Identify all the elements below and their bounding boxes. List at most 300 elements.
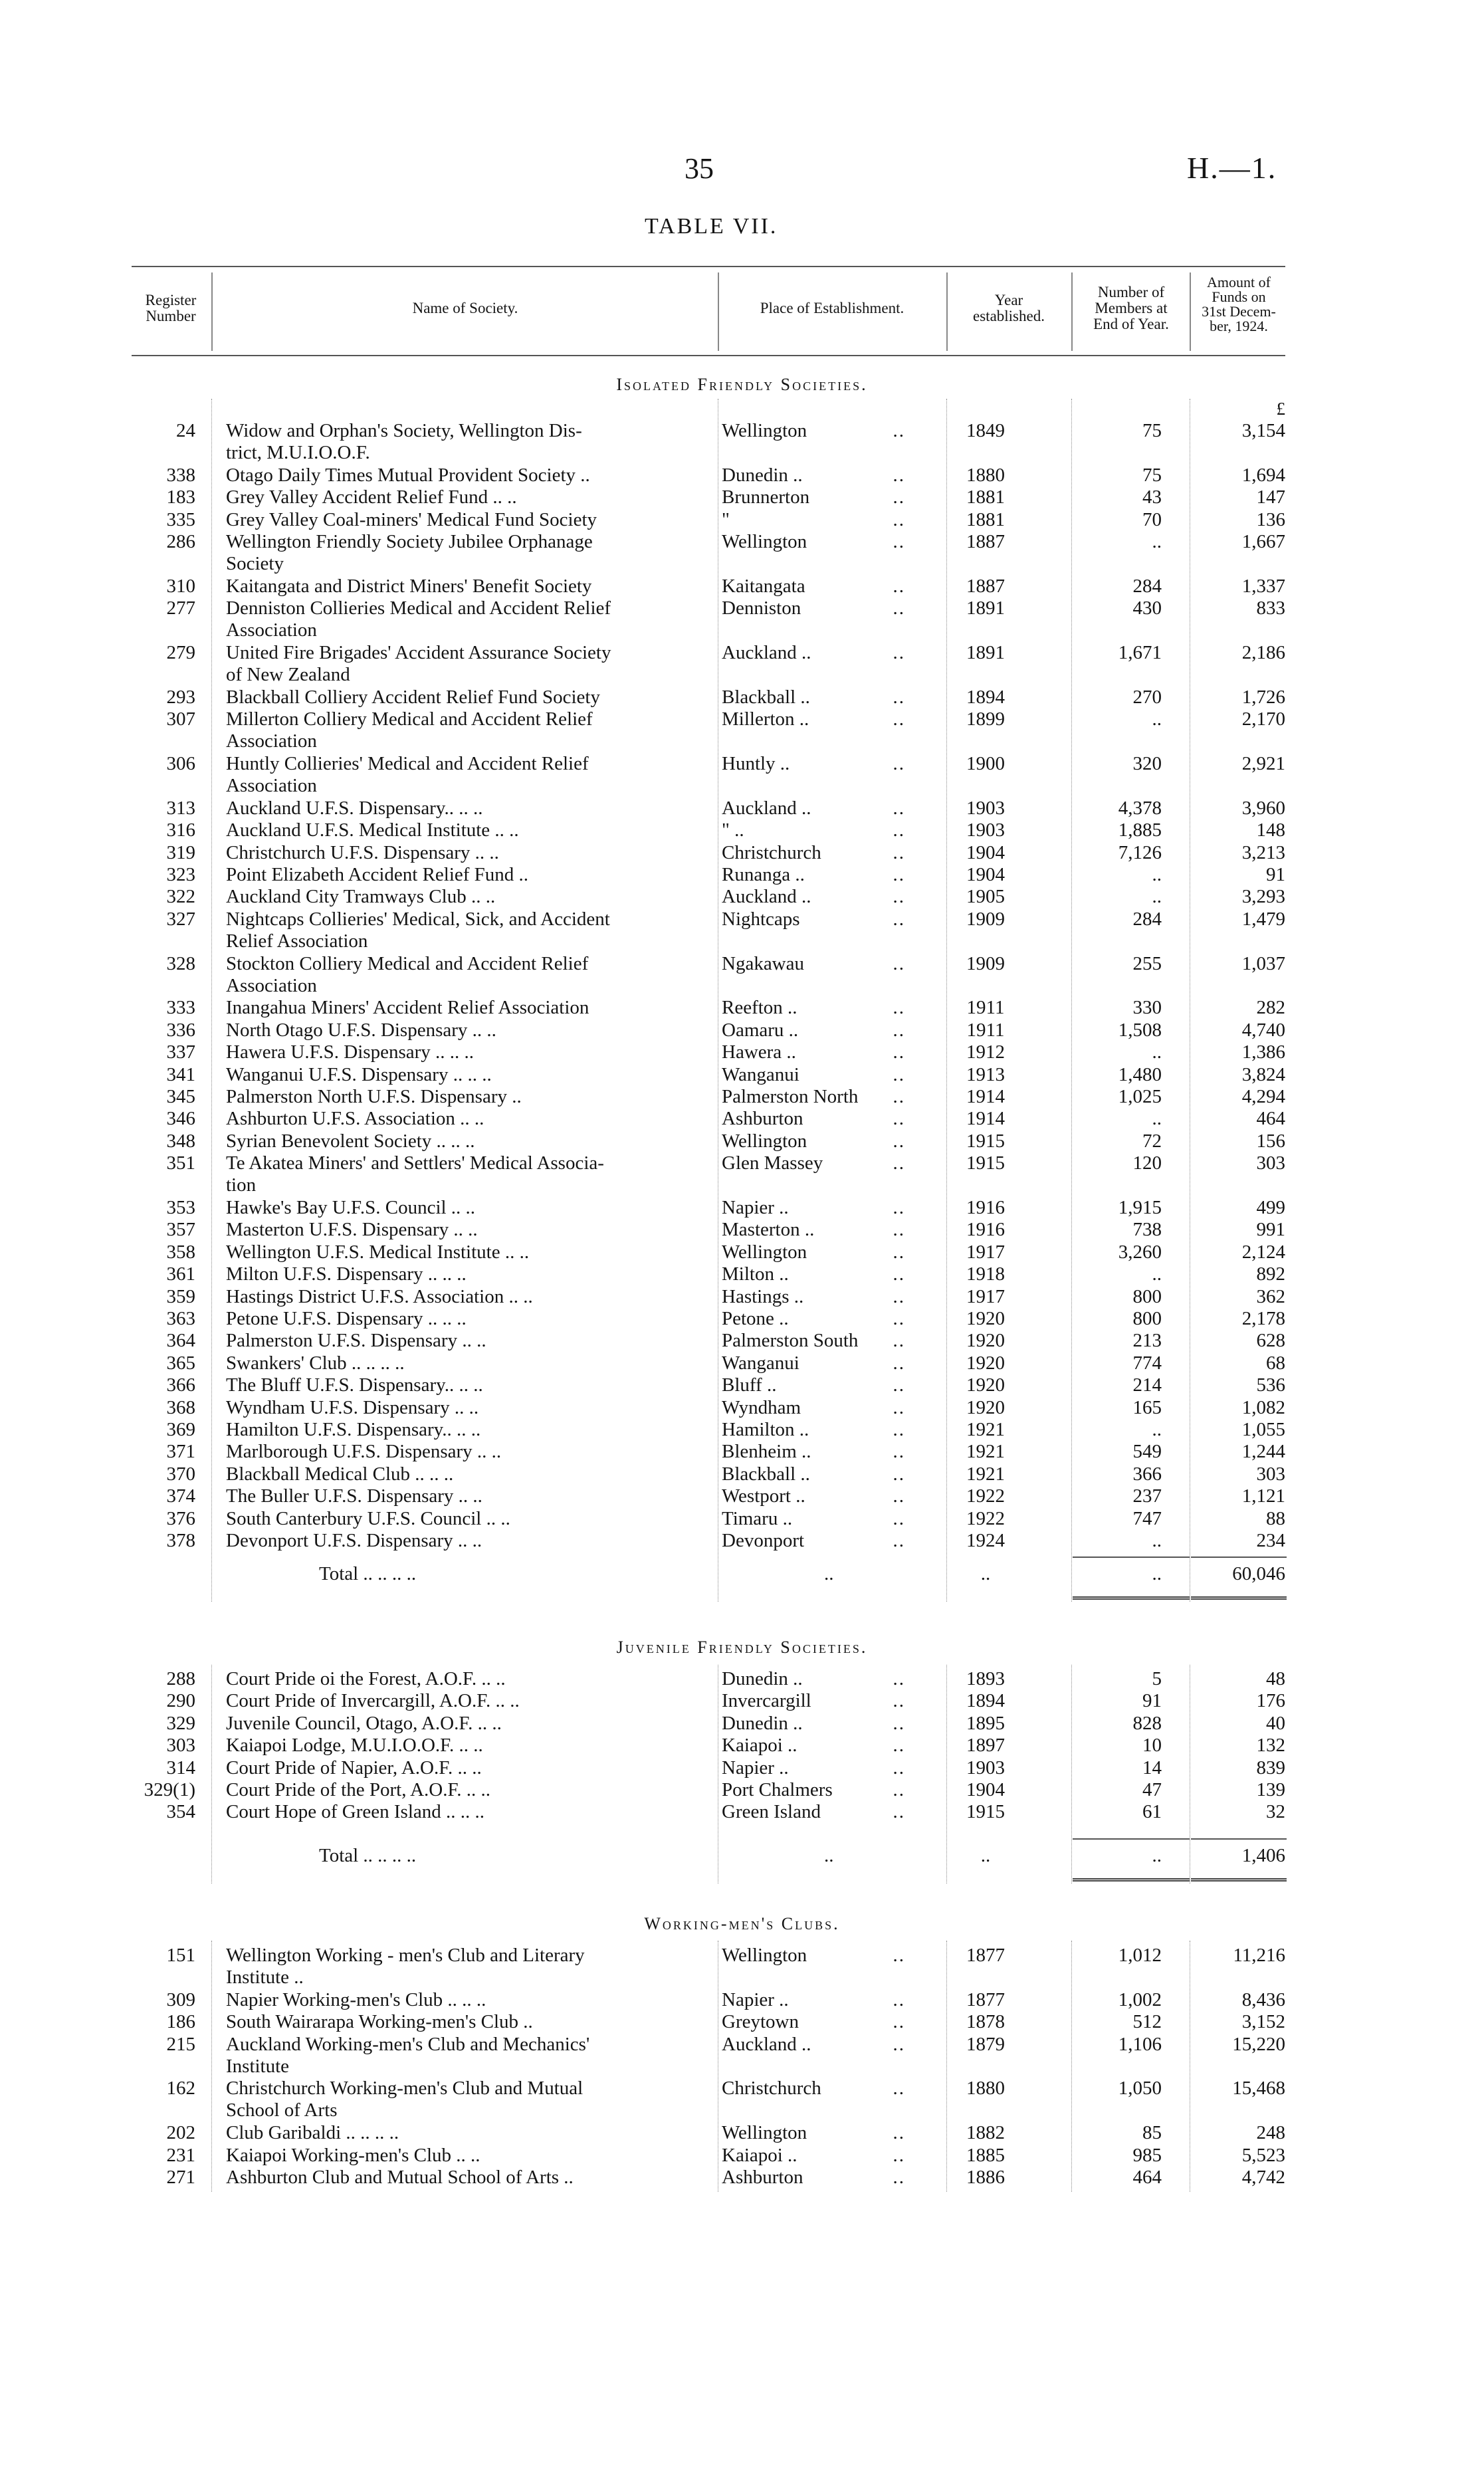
place-name: Wellington	[722, 1241, 807, 1263]
society-name-line: Institute	[226, 2055, 290, 2077]
leader-dots: ..	[893, 420, 905, 441]
society-name	[226, 597, 698, 641]
society-name-line: Milton U.F.S. Dispensary .. .. ..	[226, 1263, 467, 1285]
register-number: 335	[166, 508, 195, 530]
funds-amount: 839	[1256, 1757, 1285, 1778]
year-established: 1915	[966, 1152, 1005, 1174]
table-row	[0, 1690, 1484, 1712]
register-number: 323	[166, 864, 195, 885]
year-established: 1909	[966, 952, 1005, 974]
year-established: 1885	[966, 2144, 1005, 2166]
table-row	[0, 1352, 1484, 1374]
year-established: 1912	[966, 1041, 1005, 1063]
society-name-line: Hamilton U.F.S. Dispensary.. .. ..	[226, 1419, 481, 1440]
members-count: 800	[1132, 1285, 1162, 1307]
society-name	[226, 909, 698, 952]
members-count: 270	[1132, 686, 1162, 708]
society-name	[226, 997, 698, 1019]
leader-dots: ..	[893, 531, 905, 552]
register-number: 307	[166, 708, 195, 730]
place-of-establishment	[722, 909, 905, 930]
place-of-establishment	[722, 2167, 905, 2189]
table-row	[0, 2122, 1484, 2144]
leader-dots: ..	[893, 1063, 905, 1085]
year-established: 1920	[966, 1396, 1005, 1418]
members-count: 43	[1142, 486, 1162, 508]
year-established: 1913	[966, 1063, 1005, 1085]
header-divider	[211, 272, 213, 351]
header-register: Register Number	[145, 292, 197, 324]
total-place: ..	[824, 1845, 834, 1866]
funds-amount: 15,468	[1232, 2078, 1285, 2099]
society-name	[226, 687, 698, 708]
leader-dots: ..	[893, 508, 905, 530]
society-name	[226, 1779, 698, 1801]
members-count: 1,480	[1118, 1063, 1162, 1085]
table-row	[0, 1197, 1484, 1219]
place-name: Ashburton	[722, 1108, 803, 1130]
year-established: 1917	[966, 1241, 1005, 1263]
place-of-establishment	[722, 1263, 905, 1285]
leader-dots: ..	[893, 486, 905, 508]
place-name: Ashburton	[722, 2167, 803, 2188]
table-row	[0, 2078, 1484, 2121]
funds-amount: 303	[1256, 1152, 1285, 1174]
members-count: 738	[1132, 1219, 1162, 1241]
society-name	[226, 1330, 698, 1352]
members-count: 366	[1132, 1463, 1162, 1485]
society-name	[226, 1801, 698, 1823]
register-number: 215	[166, 2033, 195, 2055]
year-established: 1880	[966, 464, 1005, 486]
table-row	[0, 1219, 1484, 1241]
society-name-line: Court Pride of Invercargill, A.O.F. .. ..	[226, 1690, 520, 1712]
society-name-line: Marlborough U.F.S. Dispensary .. ..	[226, 1441, 502, 1463]
table-row	[0, 1064, 1484, 1086]
place-of-establishment	[722, 1397, 905, 1419]
society-name-line: Huntly Collieries' Medical and Accident Relief	[226, 753, 589, 774]
place-name: Hastings ..	[722, 1285, 804, 1307]
leader-dots: ..	[893, 1352, 905, 1374]
year-established: 1877	[966, 1989, 1005, 2010]
society-name-line: Auckland City Tramways Club .. ..	[226, 886, 496, 908]
year-established: 1914	[966, 1108, 1005, 1130]
leader-dots: ..	[893, 1285, 905, 1307]
society-name	[226, 1463, 698, 1485]
register-number: 303	[166, 1735, 195, 1757]
society-name-line: Napier Working-men's Club .. .. ..	[226, 1989, 486, 2010]
leader-dots: ..	[893, 864, 905, 885]
year-established: 1891	[966, 597, 1005, 619]
place-of-establishment	[722, 997, 905, 1019]
register-number: 366	[166, 1374, 195, 1396]
place-name: Green Island	[722, 1801, 821, 1823]
place-name: Kaiapoi ..	[722, 1735, 797, 1757]
year-established: 1886	[966, 2167, 1005, 2188]
members-count: 1,885	[1118, 819, 1162, 841]
register-number: 363	[166, 1308, 195, 1329]
leader-dots: ..	[893, 1530, 905, 1551]
register-number: 348	[166, 1130, 195, 1152]
society-name	[226, 1485, 698, 1507]
society-name	[226, 864, 698, 886]
register-number: 370	[166, 1463, 195, 1485]
society-name-line: Grey Valley Accident Relief Fund .. ..	[226, 486, 517, 508]
place-of-establishment	[722, 819, 905, 841]
funds-amount: 4,742	[1241, 2167, 1285, 2188]
year-established: 1903	[966, 797, 1005, 819]
society-name-line: The Bluff U.F.S. Dispensary.. .. ..	[226, 1374, 483, 1396]
society-name-line: Relief Association	[226, 930, 368, 952]
register-number: 364	[166, 1330, 195, 1352]
leader-dots: ..	[893, 1241, 905, 1263]
register-number: 293	[166, 686, 195, 708]
place-of-establishment	[722, 1779, 905, 1801]
place-of-establishment	[722, 1330, 905, 1352]
currency-symbol: £	[1276, 399, 1285, 419]
table-row	[0, 1463, 1484, 1485]
members-count: 1,915	[1118, 1197, 1162, 1218]
funds-amount: 132	[1256, 1735, 1285, 1757]
place-of-establishment	[722, 1152, 905, 1174]
register-number: 277	[166, 597, 195, 619]
society-name	[226, 1286, 698, 1308]
place-of-establishment	[722, 1668, 905, 1690]
members-count: 985	[1132, 2144, 1162, 2166]
place-of-establishment	[722, 886, 905, 908]
header-funds: Amount of Funds on 31st Decem- ber, 1924.	[1202, 274, 1276, 334]
year-established: 1922	[966, 1485, 1005, 1507]
funds-amount: 362	[1256, 1285, 1285, 1307]
leader-dots: ..	[893, 1019, 905, 1041]
register-number: 378	[166, 1530, 195, 1551]
place-name: Auckland ..	[722, 2033, 811, 2055]
place-of-establishment	[722, 1219, 905, 1241]
place-of-establishment	[722, 642, 905, 664]
register-number: 358	[166, 1241, 195, 1263]
table-row	[0, 953, 1484, 997]
society-name	[226, 486, 698, 508]
place-of-establishment	[722, 1463, 905, 1485]
year-established: 1887	[966, 531, 1005, 552]
society-name-line: Palmerston U.F.S. Dispensary .. ..	[226, 1330, 486, 1352]
funds-amount: 136	[1256, 508, 1285, 530]
leader-dots: ..	[893, 1130, 905, 1152]
funds-amount: 536	[1256, 1374, 1285, 1396]
society-name-line: trict, M.U.I.O.O.F.	[226, 442, 370, 463]
members-count: 1,106	[1118, 2033, 1162, 2055]
members-count: 1,012	[1118, 1945, 1162, 1966]
year-established: 1879	[966, 2033, 1005, 2055]
society-name	[226, 1108, 698, 1130]
register-number: 202	[166, 2122, 195, 2144]
place-of-establishment	[722, 1801, 905, 1823]
funds-amount: 48	[1266, 1668, 1285, 1689]
members-count: 85	[1142, 2122, 1162, 2144]
header-members: Number of Members at End of Year.	[1093, 284, 1169, 332]
members-count: 512	[1132, 2011, 1162, 2033]
members-count: 7,126	[1118, 841, 1162, 863]
members-count: ..	[1152, 1108, 1162, 1130]
place-of-establishment	[722, 1441, 905, 1463]
society-name-line: Blackball Colliery Accident Relief Fund Society	[226, 686, 600, 708]
funds-amount: 1,694	[1241, 464, 1285, 486]
place-name: Glen Massey	[722, 1152, 823, 1174]
year-established: 1918	[966, 1263, 1005, 1285]
year-established: 1920	[966, 1352, 1005, 1374]
register-number: 374	[166, 1485, 195, 1507]
section-title-isolated: Isolated Friendly Societies.	[616, 375, 868, 394]
year-established: 1917	[966, 1285, 1005, 1307]
society-name-line: Ashburton U.F.S. Association .. ..	[226, 1108, 484, 1130]
society-name-line: Institute ..	[226, 1967, 304, 1988]
society-name	[226, 1530, 698, 1552]
place-of-establishment	[722, 1989, 905, 2011]
place-of-establishment	[722, 597, 905, 619]
place-name: Wyndham	[722, 1396, 801, 1418]
year-established: 1904	[966, 864, 1005, 885]
place-of-establishment	[722, 687, 905, 708]
members-count: 214	[1132, 1374, 1162, 1396]
society-name-line: Hawke's Bay U.F.S. Council .. ..	[226, 1197, 476, 1218]
place-of-establishment	[722, 1130, 905, 1152]
place-of-establishment	[722, 842, 905, 864]
funds-amount: 91	[1266, 864, 1285, 885]
document-reference: H.—1.	[1187, 151, 1277, 185]
society-name-line: Kaiapoi Lodge, M.U.I.O.O.F. .. ..	[226, 1735, 483, 1757]
place-name: Wellington	[722, 1130, 807, 1152]
table-row	[0, 1757, 1484, 1779]
table-row	[0, 997, 1484, 1019]
table-row	[0, 798, 1484, 819]
total-double-rule	[1191, 1596, 1287, 1600]
society-name	[226, 2145, 698, 2167]
year-established: 1920	[966, 1330, 1005, 1352]
register-number: 186	[166, 2011, 195, 2033]
register-number: 353	[166, 1197, 195, 1218]
society-name	[226, 1713, 698, 1735]
place-name: Auckland ..	[722, 797, 811, 819]
leader-dots: ..	[893, 708, 905, 730]
funds-amount: 3,154	[1241, 420, 1285, 441]
table-row	[0, 1668, 1484, 1690]
register-number: 309	[166, 1989, 195, 2010]
society-name-line: Christchurch U.F.S. Dispensary .. ..	[226, 841, 499, 863]
society-name-line: Club Garibaldi .. .. .. ..	[226, 2122, 399, 2144]
society-name	[226, 1690, 698, 1712]
place-of-establishment	[722, 1020, 905, 1041]
year-established: 1893	[966, 1668, 1005, 1689]
register-number: 357	[166, 1219, 195, 1241]
year-established: 1849	[966, 420, 1005, 441]
table-row	[0, 1086, 1484, 1108]
society-name-line: Kaitangata and District Miners' Benefit Society	[226, 575, 592, 597]
members-count: 3,260	[1118, 1241, 1162, 1263]
total-members: ..	[1152, 1563, 1162, 1584]
place-name: Napier ..	[722, 1757, 789, 1778]
society-name-line: of New Zealand	[226, 664, 350, 685]
society-name	[226, 2034, 698, 2078]
header-name: Name of Society.	[412, 300, 518, 316]
place-of-establishment	[722, 531, 905, 553]
funds-amount: 5,523	[1241, 2144, 1285, 2166]
header-top-rule	[132, 266, 1285, 267]
members-count: 747	[1132, 1507, 1162, 1529]
funds-amount: 1,037	[1241, 952, 1285, 974]
year-established: 1881	[966, 508, 1005, 530]
society-name-line: Court Pride oi the Forest, A.O.F. .. ..	[226, 1668, 506, 1689]
society-name-line: Hastings District U.F.S. Association .. ..	[226, 1285, 533, 1307]
table-row	[0, 531, 1484, 575]
leader-dots: ..	[893, 841, 905, 863]
table-row	[0, 1130, 1484, 1152]
society-name-line: Syrian Benevolent Society .. .. ..	[226, 1130, 475, 1152]
table-row	[0, 2145, 1484, 2167]
leader-dots: ..	[893, 1419, 905, 1440]
place-of-establishment	[722, 1690, 905, 1712]
table-row	[0, 1241, 1484, 1263]
register-number: 231	[166, 2144, 195, 2166]
members-count: 213	[1132, 1330, 1162, 1352]
funds-amount: 40	[1266, 1712, 1285, 1734]
place-of-establishment	[722, 1508, 905, 1530]
society-name-line: Masterton U.F.S. Dispensary .. ..	[226, 1219, 478, 1241]
society-name-line: School of Arts	[226, 2099, 338, 2121]
society-name	[226, 886, 698, 908]
total-label: Total .. .. .. ..	[319, 1845, 417, 1866]
register-number: 345	[166, 1086, 195, 1107]
society-name-line: Blackball Medical Club .. .. ..	[226, 1463, 454, 1485]
society-name-line: Society	[226, 553, 284, 574]
place-of-establishment	[722, 420, 905, 442]
place-of-establishment	[722, 2011, 905, 2033]
place-name: Hawera ..	[722, 1041, 796, 1063]
members-count: ..	[1152, 886, 1162, 908]
register-number: 333	[166, 997, 195, 1019]
leader-dots: ..	[893, 1086, 905, 1107]
funds-amount: 68	[1266, 1352, 1285, 1374]
register-number: 346	[166, 1108, 195, 1130]
register-number: 369	[166, 1419, 195, 1440]
place-name: Dunedin ..	[722, 1668, 803, 1689]
leader-dots: ..	[893, 1041, 905, 1063]
society-name	[226, 1064, 698, 1086]
society-name-line: Court Pride of the Port, A.O.F. .. ..	[226, 1779, 491, 1800]
funds-amount: 248	[1256, 2122, 1285, 2144]
place-of-establishment	[722, 708, 905, 730]
members-count: 120	[1132, 1152, 1162, 1174]
year-established: 1877	[966, 1945, 1005, 1966]
table-row	[0, 465, 1484, 486]
society-name-line: Hawera U.F.S. Dispensary .. .. ..	[226, 1041, 475, 1063]
year-established: 1880	[966, 2078, 1005, 2099]
table-row	[0, 642, 1484, 686]
society-name	[226, 1397, 698, 1419]
total-place: ..	[824, 1563, 834, 1584]
place-of-establishment	[722, 2034, 905, 2056]
year-established: 1881	[966, 486, 1005, 508]
members-count: 464	[1132, 2167, 1162, 2188]
year-established: 1903	[966, 819, 1005, 841]
register-number: 162	[166, 2078, 195, 2099]
leader-dots: ..	[893, 1757, 905, 1778]
place-name: Huntly ..	[722, 753, 790, 774]
members-count: 1,671	[1118, 642, 1162, 663]
table-row	[0, 597, 1484, 641]
members-count: 61	[1142, 1801, 1162, 1823]
place-of-establishment	[722, 1374, 905, 1396]
register-number: 286	[166, 531, 195, 552]
table-row	[0, 1508, 1484, 1530]
place-name: Napier ..	[722, 1989, 789, 2010]
leader-dots: ..	[893, 1374, 905, 1396]
funds-amount: 303	[1256, 1463, 1285, 1485]
year-established: 1904	[966, 1779, 1005, 1800]
society-name	[226, 1419, 698, 1441]
society-name	[226, 1197, 698, 1219]
table-row	[0, 1419, 1484, 1441]
leader-dots: ..	[893, 2078, 905, 2099]
table-row	[0, 1735, 1484, 1757]
society-name-line: Millerton Colliery Medical and Accident Relief	[226, 708, 593, 730]
leader-dots: ..	[893, 1219, 905, 1241]
funds-amount: 2,186	[1241, 642, 1285, 663]
leader-dots: ..	[893, 1463, 905, 1485]
society-name	[226, 1757, 698, 1779]
leader-dots: ..	[893, 1690, 905, 1712]
register-number: 314	[166, 1757, 195, 1778]
place-name: "	[722, 508, 730, 530]
members-count: 549	[1132, 1441, 1162, 1463]
place-of-establishment	[722, 465, 905, 486]
place-of-establishment	[722, 1485, 905, 1507]
table-row	[0, 420, 1484, 464]
members-count: 320	[1132, 753, 1162, 774]
leader-dots: ..	[893, 1197, 905, 1218]
year-established: 1916	[966, 1197, 1005, 1218]
place-of-establishment	[722, 2078, 905, 2099]
society-name-line: Swankers' Club .. .. .. ..	[226, 1352, 405, 1374]
register-number: 151	[166, 1945, 195, 1966]
table-row	[0, 1989, 1484, 2011]
members-count: ..	[1152, 708, 1162, 730]
register-number: 336	[166, 1019, 195, 1041]
year-established: 1920	[966, 1308, 1005, 1329]
year-established: 1911	[966, 997, 1005, 1019]
register-number: 359	[166, 1285, 195, 1307]
place-name: Wanganui	[722, 1063, 799, 1085]
year-established: 1903	[966, 1757, 1005, 1778]
year-established: 1924	[966, 1530, 1005, 1551]
members-count: 800	[1132, 1308, 1162, 1329]
total-label: Total .. .. .. ..	[319, 1563, 417, 1584]
society-name-line: Christchurch Working-men's Club and Mutual	[226, 2078, 583, 2099]
table-row	[0, 687, 1484, 708]
total-funds: 1,406	[1241, 1845, 1285, 1866]
society-name	[226, 798, 698, 819]
society-name-line: tion	[226, 1174, 257, 1196]
members-count: 330	[1132, 997, 1162, 1019]
society-name	[226, 1441, 698, 1463]
funds-amount: 892	[1256, 1263, 1285, 1285]
year-established: 1900	[966, 753, 1005, 774]
header-year: Year established.	[973, 292, 1045, 324]
society-name	[226, 708, 698, 752]
society-name-line: Te Akatea Miners' and Settlers' Medical Associa-	[226, 1152, 604, 1174]
society-name	[226, 1086, 698, 1108]
funds-amount: 2,124	[1241, 1241, 1285, 1263]
register-number: 338	[166, 464, 195, 486]
